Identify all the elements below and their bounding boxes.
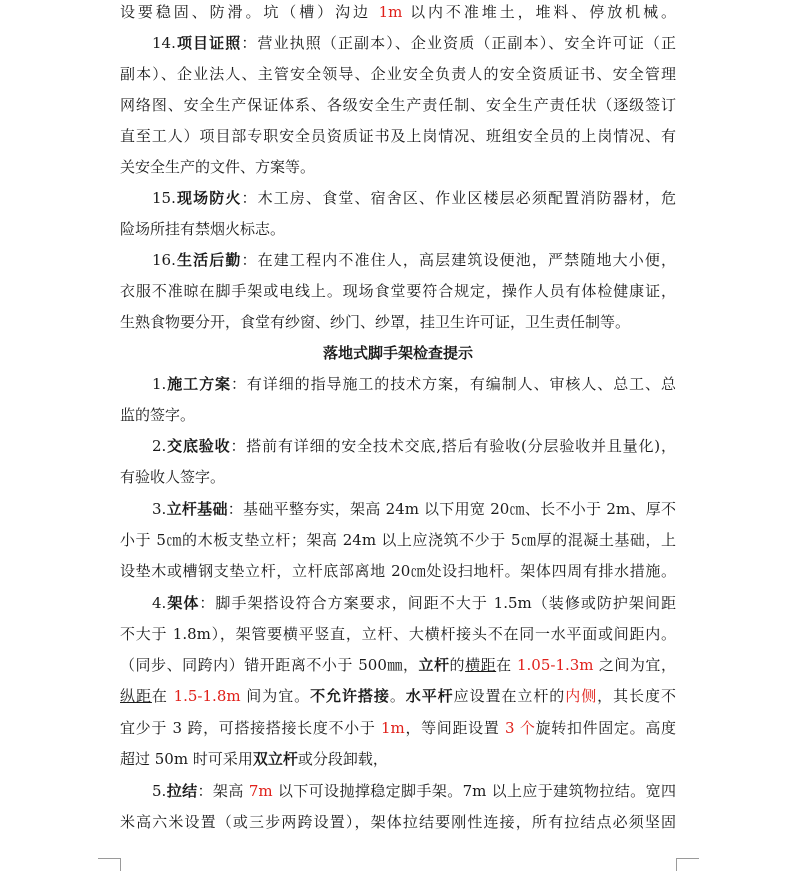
text-line: 不大于 1.8m），架管要横平竖直，立杆、大横杆接头不在同一水平面或间距内。 bbox=[120, 625, 676, 643]
item-4-frame: 4.架体：脚手架搭设符合方案要求，间距不大于 1.5m（装修或防护架间距 bbox=[152, 594, 676, 612]
page-corner-mark-right bbox=[676, 858, 699, 871]
text-line: 险场所挂有禁烟火标志。 bbox=[120, 220, 286, 238]
item-16-living-logistics: 16.生活后勤：在建工程内不准住人，高层建筑设便池，严禁随地大小便， bbox=[152, 251, 676, 269]
text-line: 小于 5㎝的木板支垫立杆；架高 24m 以上应浇筑不少于 5㎝厚的混凝土基础，上 bbox=[120, 531, 676, 549]
text-line: 有验收人签字。 bbox=[120, 468, 226, 486]
text-line: 监的签字。 bbox=[120, 406, 196, 424]
text-line: 关安全生产的文件、方案等。 bbox=[120, 158, 316, 176]
item-2-briefing-acceptance: 2.交底验收：搭前有详细的安全技术交底,搭后有验收(分层验收并且量化)， bbox=[152, 437, 676, 455]
text-line: 纵距在 1.5-1.8m 间为宜。不允许搭接。水平杆应设置在立杆的内侧，其长度不 bbox=[120, 687, 676, 705]
text-line: 宜少于 3 跨，可搭接搭接长度不小于 1m，等间距设置 3 个旋转扣件固定。高度 bbox=[120, 719, 676, 737]
text-line: 副本）、企业法人、主管安全领导、企业安全负责人的安全资质证书、安全管理 bbox=[120, 65, 676, 83]
item-1-construction-plan: 1.施工方案：有详细的指导施工的技术方案，有编制人、审核人、总工、总 bbox=[152, 375, 676, 393]
text-line: （同步、同跨内）错开距离不小于 500㎜，立杆的横距在 1.05-1.3m 之间为宜， bbox=[120, 656, 676, 674]
text-line: 衣服不准晾在脚手架或电线上。现场食堂要符合规定，操作人员有体检健康证， bbox=[120, 282, 676, 300]
page-corner-mark-left bbox=[98, 858, 121, 871]
item-3-pole-foundation: 3.立杆基础：基础平整夯实，架高 24m 以下用宽 20㎝、长不小于 2m、厚不 bbox=[152, 500, 676, 518]
item-5-ties: 5.拉结：架高 7m 以下可设抛撑稳定脚手架。7m 以上应于建筑物拉结。宽四 bbox=[152, 782, 676, 800]
item-15-fire-prevention: 15.现场防火：木工房、食堂、宿舍区、作业区楼层必须配置消防器材，危 bbox=[152, 189, 676, 207]
text-line: 设要稳固、防滑。坑（槽）沟边 1m 以内不准堆土，堆料、停放机械。 bbox=[120, 3, 676, 21]
section-heading: 落地式脚手架检查提示 bbox=[322, 344, 473, 362]
text-line: 生熟食物要分开，食堂有纱窗、纱门、纱罩，挂卫生许可证，卫生责任制等。 bbox=[120, 313, 631, 331]
text-line: 设垫木或槽钢支垫立杆，立杆底部离地 20㎝处设扫地杆。架体四周有排水措施。 bbox=[120, 562, 676, 580]
text-line: 直至工人）项目部专职安全员资质证书及上岗情况、班组安全员的上岗情况、有 bbox=[120, 127, 676, 145]
text-line: 米高六米设置（或三步两跨设置），架体拉结要刚性连接，所有拉结点必须坚固 bbox=[120, 813, 676, 831]
text-line: 超过 50m 时可采用双立杆或分段卸载， bbox=[120, 750, 388, 768]
item-14-project-licenses: 14.项目证照：营业执照（正副本）、企业资质（正副本）、安全许可证（正 bbox=[152, 34, 676, 52]
text-line: 网络图、安全生产保证体系、各级安全生产责任制、安全生产责任状（逐级签订 bbox=[120, 96, 676, 114]
